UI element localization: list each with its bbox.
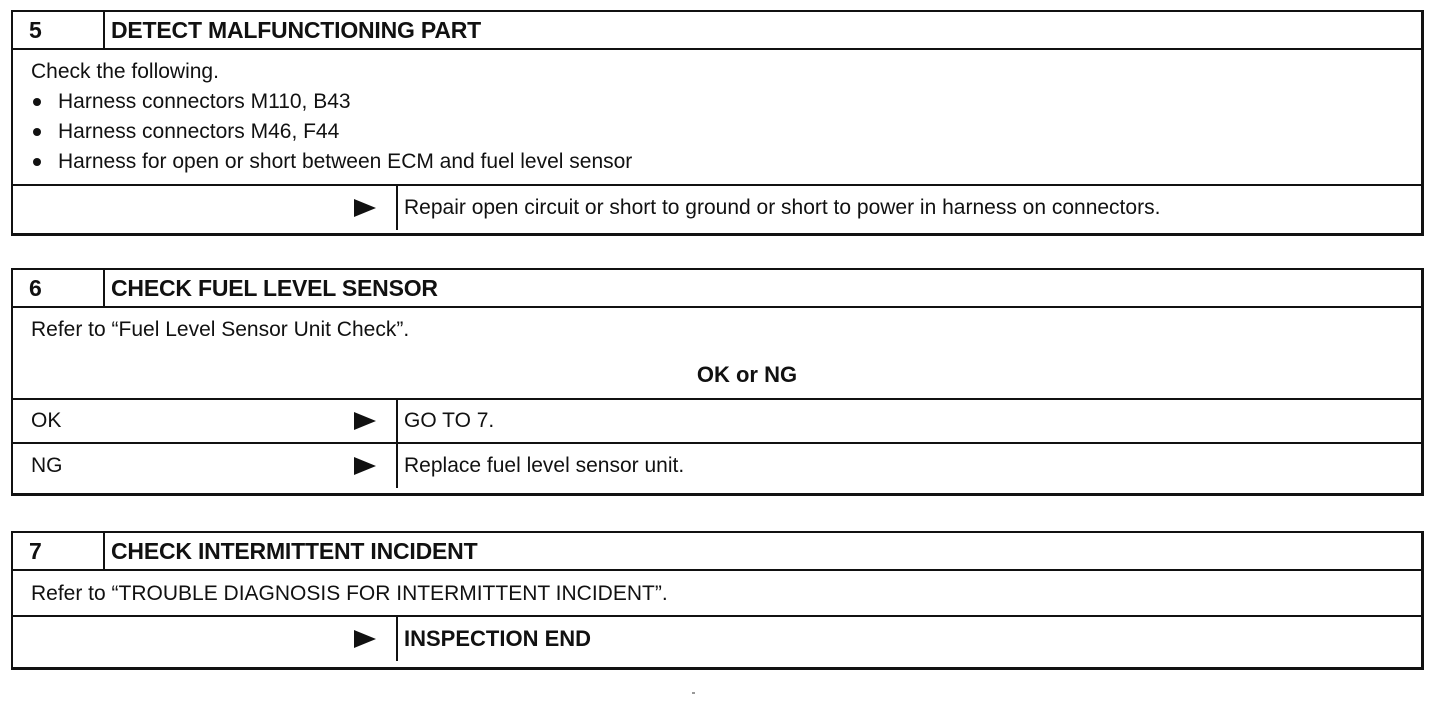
arrow-right-icon [333,400,398,442]
step-number: 6 [13,270,105,306]
step-intro: Check the following. [31,60,219,83]
result-action: GO TO 7. [404,409,495,432]
step-intro: Refer to “TROUBLE DIAGNOSIS FOR INTERMITTENT INCIDENT”. [31,582,668,605]
step-body [13,571,1421,617]
scan-speck [692,692,695,694]
decision-label: OK or NG [696,362,798,387]
result-action: Replace fuel level sensor unit. [404,454,685,477]
step-5-block [11,10,1424,236]
step-title: CHECK INTERMITTENT INCIDENT [111,537,478,564]
step-header [13,12,1421,50]
step-7-block [11,531,1424,670]
result-label [13,186,333,230]
step-title: CHECK FUEL LEVEL SENSOR [111,274,438,301]
arrow-right-icon [333,186,398,230]
step-body [13,50,1421,186]
step-title: DETECT MALFUNCTIONING PART [111,16,482,43]
result-row [13,186,1421,230]
result-label [13,617,333,661]
result-row [13,617,1421,661]
list-item: Harness connectors M46, F44 [31,117,1403,147]
result-label: OK [31,409,62,432]
result-label: NG [31,454,63,477]
result-row-ok [13,400,1421,444]
list-item: Harness connectors M110, B43 [31,87,1403,117]
result-action: Repair open circuit or short to ground or short to power in harness on connectors. [404,196,1161,219]
arrow-right-icon [333,444,398,488]
step-body [13,308,1421,400]
arrow-right-icon [333,617,398,661]
step-6-block [11,268,1424,496]
check-list [31,87,1403,177]
step-header [13,533,1421,571]
result-action: INSPECTION END [404,626,592,651]
step-intro: Refer to “Fuel Level Sensor Unit Check”. [31,318,410,341]
step-header [13,270,1421,308]
step-number: 5 [13,12,105,48]
list-item: Harness for open or short between ECM and fuel level sensor [31,147,1403,177]
step-number: 7 [13,533,105,569]
result-row-ng [13,444,1421,488]
